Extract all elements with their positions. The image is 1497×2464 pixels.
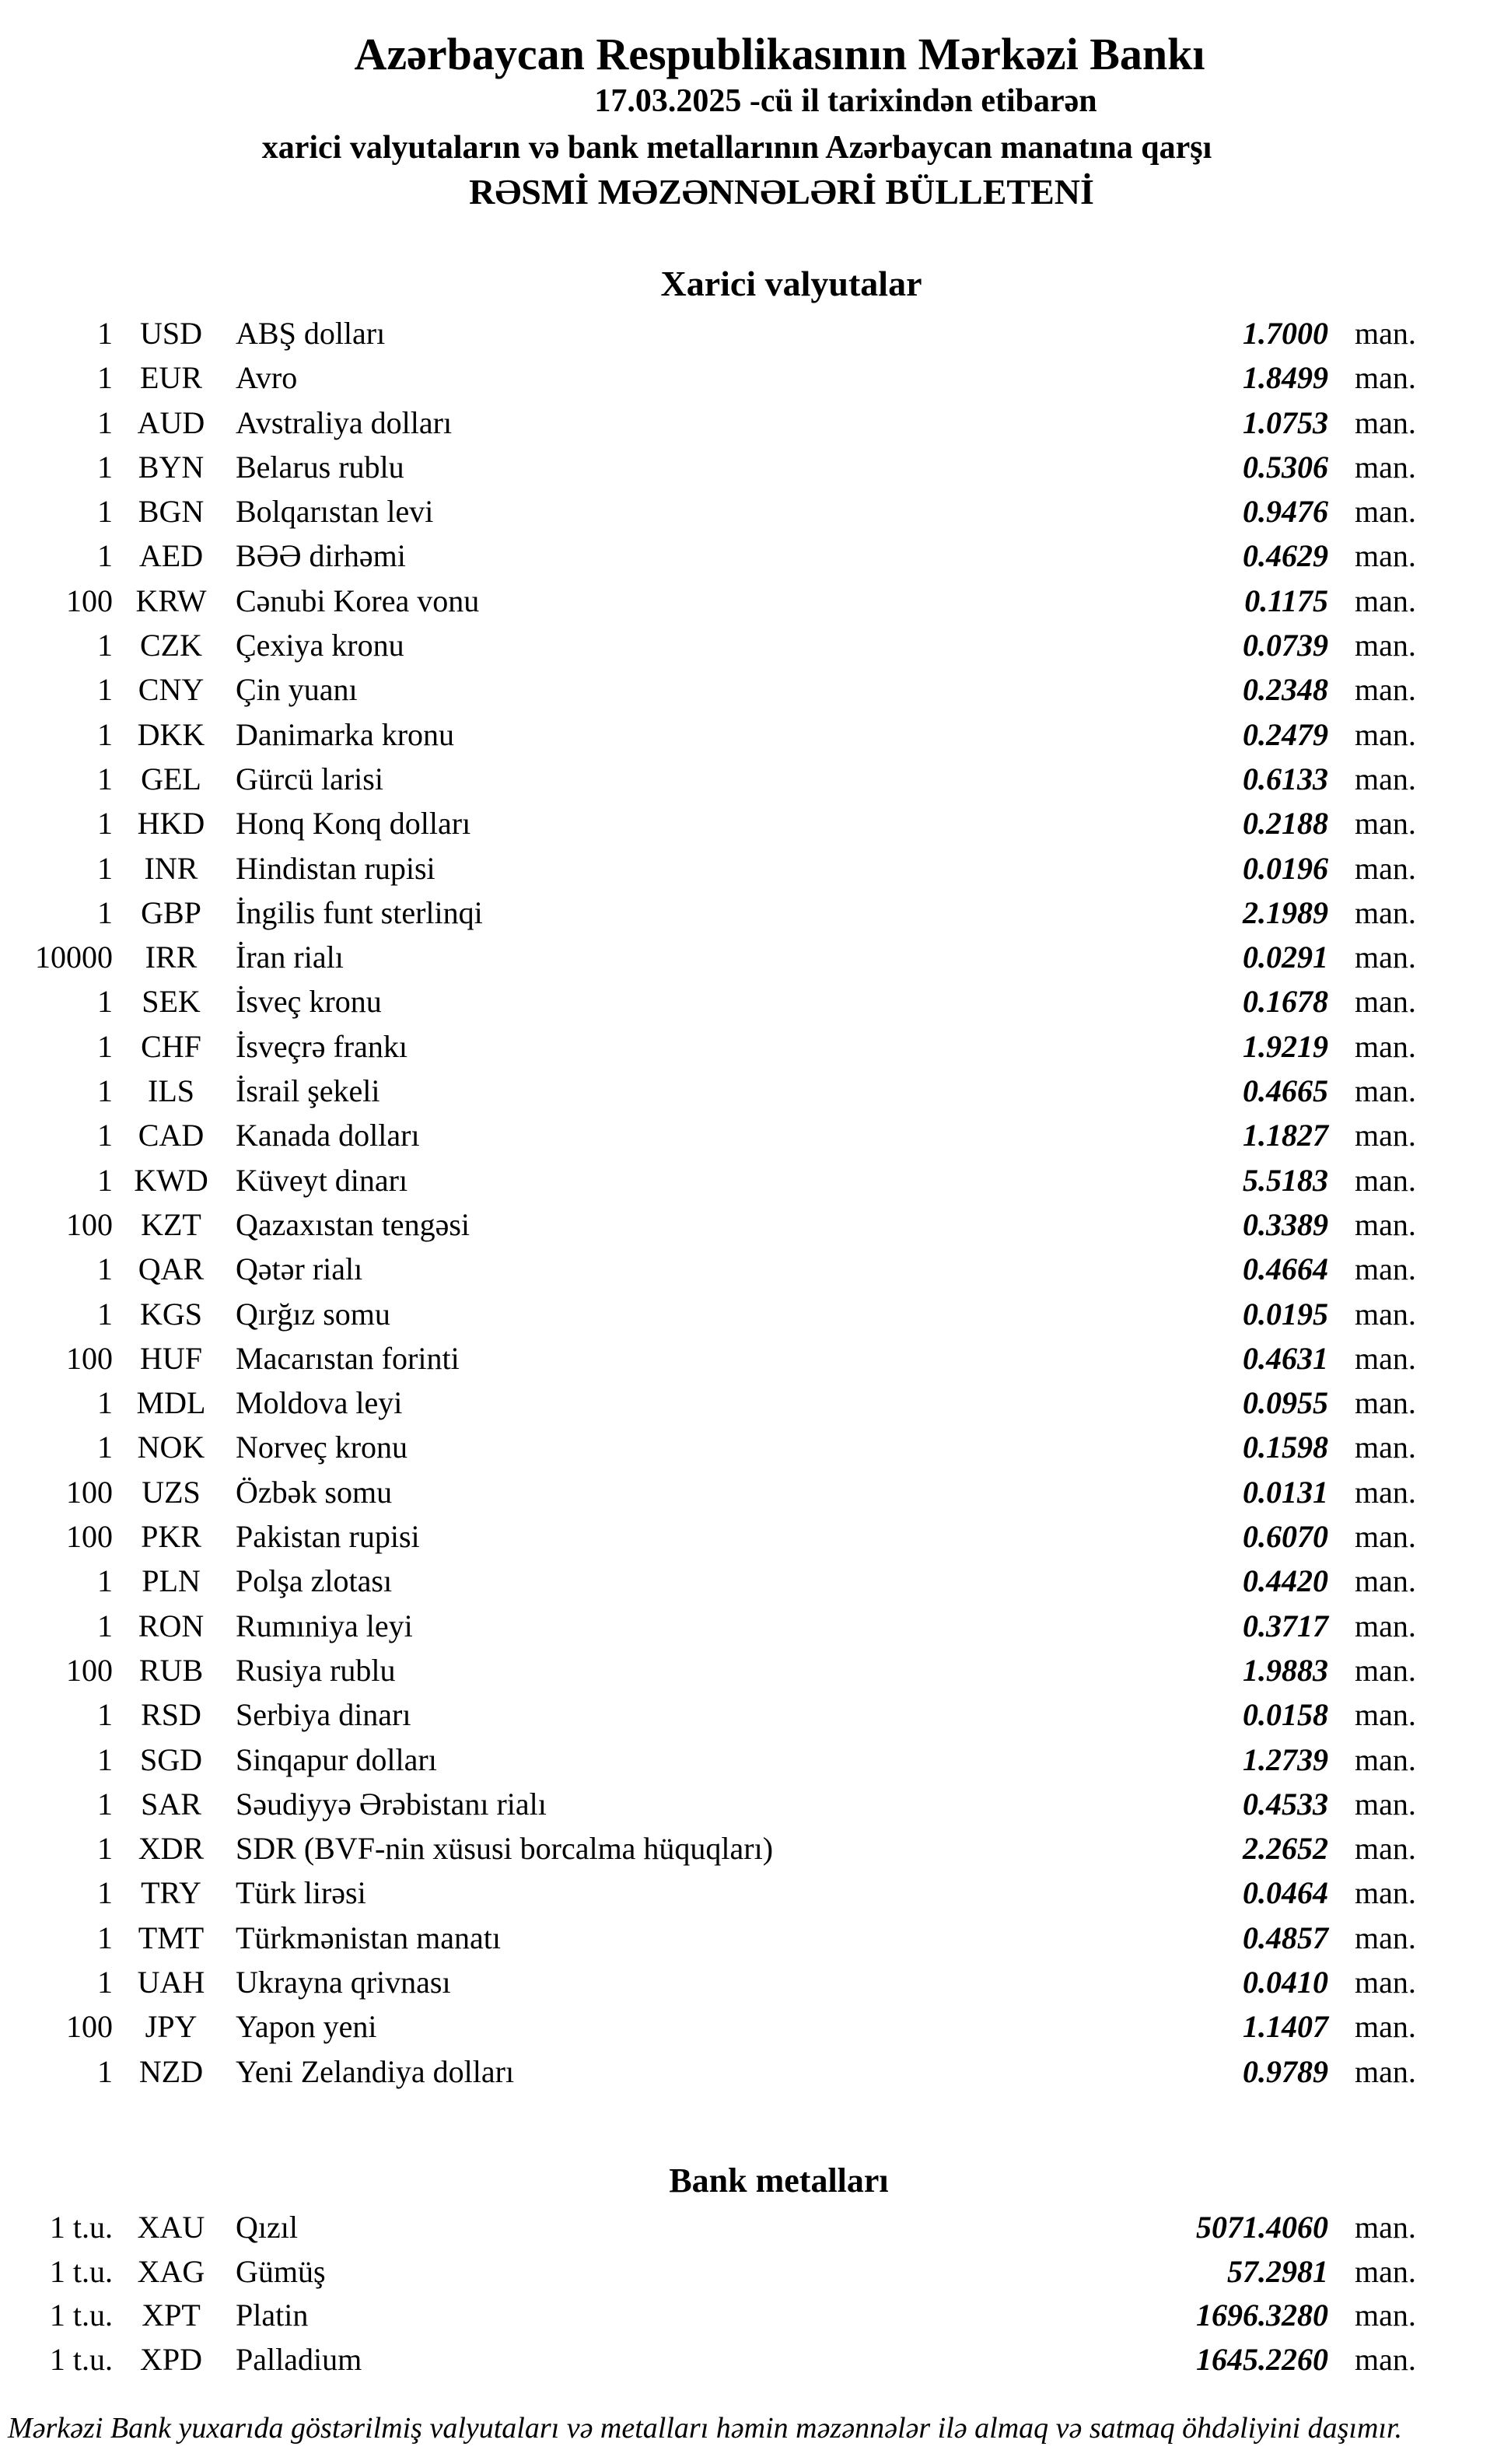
currency-code-cell: IRR <box>145 940 198 975</box>
unit-label-cell: man. <box>1355 2053 1416 2089</box>
quantity-cell: 1 <box>97 538 113 574</box>
currency-row <box>0 1559 1497 1603</box>
currency-code-cell: XDR <box>138 1831 205 1867</box>
quantity-cell: 1 <box>97 628 113 663</box>
unit-label-cell: man. <box>1355 2341 1416 2377</box>
currency-row <box>0 1960 1497 2004</box>
currency-name-cell: Rumıniya leyi <box>236 1608 413 1643</box>
currency-name-cell: Qırğız somu <box>236 1296 390 1332</box>
currency-name-cell: Yapon yeni <box>236 2009 377 2045</box>
rate-value-cell: 0.1678 <box>1243 984 1328 1020</box>
currency-code-cell: CZK <box>140 628 202 663</box>
unit-label-cell: man. <box>1355 1875 1416 1911</box>
quantity-cell: 100 <box>66 1519 113 1555</box>
currency-row <box>0 1158 1497 1202</box>
rate-value-cell: 0.0464 <box>1243 1875 1328 1911</box>
unit-label-cell: man. <box>1355 761 1416 796</box>
currency-code-cell: NZD <box>138 2053 204 2089</box>
metal-row <box>0 2206 1497 2250</box>
currency-code-cell: AED <box>138 538 204 574</box>
unit-label-cell: man. <box>1355 1741 1416 1777</box>
currency-code-cell: GEL <box>141 761 201 796</box>
page-title: Azərbaycan Respublikasının Mərkəzi Bankı <box>354 29 1205 79</box>
currency-name-cell: İsveç kronu <box>236 984 382 1020</box>
quantity-cell: 1 <box>97 1385 113 1421</box>
currency-name-cell: Serbiya dinarı <box>236 1697 411 1733</box>
currency-row <box>0 401 1497 445</box>
rate-value-cell: 0.4533 <box>1243 1786 1328 1822</box>
currency-name-cell: Gürcü larisi <box>236 761 383 796</box>
currency-name-cell: Platin <box>236 2298 309 2333</box>
rate-value-cell: 0.0739 <box>1243 628 1328 663</box>
unit-label-cell: man. <box>1355 1162 1416 1198</box>
unit-label-cell: man. <box>1355 2298 1416 2333</box>
currency-row <box>0 1826 1497 1871</box>
currency-row <box>0 445 1497 489</box>
quantity-cell: 1 <box>97 1162 113 1198</box>
unit-label-cell: man. <box>1355 449 1416 485</box>
currency-name-cell: Palladium <box>236 2341 362 2377</box>
currency-row <box>0 1202 1497 1247</box>
unit-label-cell: man. <box>1355 404 1416 440</box>
currency-row <box>0 534 1497 578</box>
currency-code-cell: DKK <box>137 716 205 752</box>
currency-code-cell: ILS <box>148 1073 194 1109</box>
quantity-cell: 1 <box>97 894 113 930</box>
quantity-cell: 100 <box>66 583 113 618</box>
rate-value-cell: 1.0753 <box>1243 404 1328 440</box>
rate-value-cell: 0.0410 <box>1243 1964 1328 2000</box>
unit-label-cell: man. <box>1355 1474 1416 1510</box>
unit-label-cell: man. <box>1355 583 1416 618</box>
currency-name-cell: Rusiya rublu <box>236 1652 396 1688</box>
currency-code-cell: HKD <box>137 806 205 842</box>
currency-name-cell: İsrail şekeli <box>236 1073 380 1109</box>
currency-name-cell: Türk lirəsi <box>236 1875 366 1911</box>
rate-value-cell: 1.1827 <box>1243 1118 1328 1153</box>
currency-code-cell: EUR <box>140 360 202 396</box>
currency-code-cell: XPT <box>142 2298 201 2333</box>
currency-code-cell: JPY <box>145 2009 198 2045</box>
currency-row <box>0 712 1497 757</box>
rate-value-cell: 0.4665 <box>1243 1073 1328 1109</box>
metal-row <box>0 2294 1497 2338</box>
currency-row <box>0 667 1497 712</box>
quantity-cell: 1 <box>97 761 113 796</box>
unit-label-cell: man. <box>1355 2253 1416 2289</box>
currency-code-cell: XAG <box>137 2253 205 2289</box>
currency-name-cell: Sinqapur dolları <box>236 1741 437 1777</box>
currency-row <box>0 623 1497 667</box>
currency-name-cell: Avro <box>236 360 298 396</box>
currency-name-cell: İran rialı <box>236 940 344 975</box>
quantity-cell: 1 t.u. <box>49 2298 113 2333</box>
quantity-cell: 1 <box>97 404 113 440</box>
currency-name-cell: Bolqarıstan levi <box>236 494 434 530</box>
currency-code-cell: CAD <box>138 1118 205 1153</box>
currency-name-cell: Çexiya kronu <box>236 628 404 663</box>
quantity-cell: 1 <box>97 449 113 485</box>
rate-value-cell: 0.3389 <box>1243 1206 1328 1242</box>
currency-row <box>0 1247 1497 1291</box>
rate-value-cell: 0.4664 <box>1243 1251 1328 1287</box>
rate-value-cell: 1.9883 <box>1243 1652 1328 1688</box>
subtitle-line: xarici valyutaların və bank metallarının Azərbaycan manatına qarşı <box>261 130 1212 166</box>
currency-name-cell: Özbək somu <box>236 1474 393 1510</box>
unit-label-cell: man. <box>1355 1652 1416 1688</box>
currency-row <box>0 355 1497 400</box>
currency-code-cell: CNY <box>138 672 205 708</box>
unit-label-cell: man. <box>1355 850 1416 886</box>
currency-code-cell: SEK <box>142 984 201 1020</box>
unit-label-cell: man. <box>1355 672 1416 708</box>
quantity-cell: 1 <box>97 316 113 351</box>
currency-code-cell: KZT <box>141 1206 201 1242</box>
rate-value-cell: 0.0195 <box>1243 1296 1328 1332</box>
currency-row <box>0 801 1497 845</box>
quantity-cell: 1 <box>97 2053 113 2089</box>
currency-name-cell: Norveç kronu <box>236 1430 408 1465</box>
currency-code-cell: UZS <box>142 1474 201 1510</box>
currency-code-cell: HUF <box>139 1340 203 1376</box>
unit-label-cell: man. <box>1355 1786 1416 1822</box>
rate-value-cell: 1.1407 <box>1243 2009 1328 2045</box>
currency-code-cell: NOK <box>137 1430 205 1465</box>
unit-label-cell: man. <box>1355 1296 1416 1332</box>
quantity-cell: 1 <box>97 360 113 396</box>
currency-code-cell: CHF <box>141 1028 201 1064</box>
currency-name-cell: Cənubi Korea vonu <box>236 583 480 618</box>
currency-code-cell: KRW <box>135 583 207 618</box>
quantity-cell: 1 <box>97 716 113 752</box>
quantity-cell: 1 <box>97 1831 113 1867</box>
currency-code-cell: XAU <box>137 2210 205 2245</box>
currency-row <box>0 935 1497 979</box>
quantity-cell: 1 t.u. <box>49 2341 113 2377</box>
quantity-cell: 1 <box>97 1697 113 1733</box>
unit-label-cell: man. <box>1355 1118 1416 1153</box>
currency-code-cell: GBP <box>141 894 201 930</box>
currency-code-cell: MDL <box>136 1385 206 1421</box>
rate-value-cell: 0.0158 <box>1243 1697 1328 1733</box>
currency-name-cell: Türkmənistan manatı <box>236 1920 502 1955</box>
currency-name-cell: SDR (BVF-nin xüsusi borcalma hüquqları) <box>236 1831 774 1867</box>
unit-label-cell: man. <box>1355 716 1416 752</box>
metal-row <box>0 2338 1497 2382</box>
quantity-cell: 1 <box>97 1118 113 1153</box>
effective-date-line: 17.03.2025 -cü il tarixindən etibarən <box>594 83 1097 119</box>
currency-code-cell: INR <box>144 850 198 886</box>
quantity-cell: 1 <box>97 1028 113 1064</box>
currency-row <box>0 489 1497 534</box>
rate-value-cell: 0.1598 <box>1243 1430 1328 1465</box>
currency-row <box>0 1336 1497 1381</box>
rate-value-cell: 0.0291 <box>1243 940 1328 975</box>
quantity-cell: 1 <box>97 984 113 1020</box>
quantity-cell: 1 <box>97 672 113 708</box>
currency-row <box>0 1425 1497 1469</box>
currency-code-cell: KGS <box>139 1296 203 1332</box>
rate-value-cell: 0.0955 <box>1243 1385 1328 1421</box>
unit-label-cell: man. <box>1355 1964 1416 2000</box>
rate-value-cell: 0.2348 <box>1243 672 1328 708</box>
currency-row <box>0 891 1497 935</box>
rate-value-cell: 5.5183 <box>1243 1162 1328 1198</box>
currency-name-cell: Macarıstan forinti <box>236 1340 460 1376</box>
currency-name-cell: İngilis funt sterlinqi <box>236 894 483 930</box>
currency-name-cell: Çin yuanı <box>236 672 358 708</box>
quantity-cell: 1 <box>97 1251 113 1287</box>
metal-row <box>0 2250 1497 2294</box>
currency-row <box>0 1292 1497 1336</box>
quantity-cell: 1 <box>97 1296 113 1332</box>
currency-code-cell: RUB <box>138 1652 204 1688</box>
currency-row <box>0 1871 1497 1915</box>
currency-row <box>0 2049 1497 2094</box>
rate-value-cell: 0.4631 <box>1243 1340 1328 1376</box>
rate-value-cell: 57.2981 <box>1227 2253 1328 2289</box>
rate-value-cell: 1.2739 <box>1243 1741 1328 1777</box>
quantity-cell: 100 <box>66 1340 113 1376</box>
rate-value-cell: 1.8499 <box>1243 360 1328 396</box>
currency-code-cell: BYN <box>138 449 205 485</box>
rate-value-cell: 0.4857 <box>1243 1920 1328 1955</box>
rate-value-cell: 0.2188 <box>1243 806 1328 842</box>
currency-name-cell: Qızıl <box>236 2210 298 2245</box>
rate-value-cell: 0.6133 <box>1243 761 1328 796</box>
currency-name-cell: Honq Konq dolları <box>236 806 471 842</box>
quantity-cell: 100 <box>66 2009 113 2045</box>
currency-code-cell: RON <box>138 1608 205 1643</box>
currency-code-cell: TRY <box>141 1875 201 1911</box>
unit-label-cell: man. <box>1355 2210 1416 2245</box>
rate-value-cell: 0.3717 <box>1243 1608 1328 1643</box>
unit-label-cell: man. <box>1355 1430 1416 1465</box>
currency-name-cell: Moldova leyi <box>236 1385 403 1421</box>
currency-name-cell: Qazaxıstan tengəsi <box>236 1206 470 1242</box>
currency-code-cell: AUD <box>137 404 205 440</box>
rate-value-cell: 0.1175 <box>1244 583 1328 618</box>
currency-code-cell: KWD <box>134 1162 208 1198</box>
unit-label-cell: man. <box>1355 538 1416 574</box>
unit-label-cell: man. <box>1355 940 1416 975</box>
currency-name-cell: İsveçrə frankı <box>236 1028 407 1064</box>
currency-row <box>0 1782 1497 1826</box>
currency-name-cell: Pakistan rupisi <box>236 1519 420 1555</box>
currency-name-cell: Ukrayna qrivnası <box>236 1964 451 2000</box>
currency-row <box>0 1514 1497 1559</box>
quantity-cell: 1 <box>97 1786 113 1822</box>
rate-value-cell: 1.7000 <box>1243 316 1328 351</box>
currency-row <box>0 757 1497 801</box>
currency-row <box>0 311 1497 355</box>
unit-label-cell: man. <box>1355 1519 1416 1555</box>
currency-name-cell: Qətər rialı <box>236 1251 363 1287</box>
currency-row <box>0 1738 1497 1782</box>
currency-row <box>0 1113 1497 1157</box>
currency-row <box>0 1648 1497 1692</box>
unit-label-cell: man. <box>1355 1340 1416 1376</box>
rate-value-cell: 1.9219 <box>1243 1028 1328 1064</box>
currency-row <box>0 979 1497 1024</box>
unit-label-cell: man. <box>1355 1563 1416 1599</box>
currency-code-cell: PLN <box>142 1563 201 1599</box>
quantity-cell: 1 <box>97 1073 113 1109</box>
currency-name-cell: Gümüş <box>236 2253 326 2289</box>
unit-label-cell: man. <box>1355 360 1416 396</box>
currency-code-cell: TMT <box>138 1920 205 1955</box>
unit-label-cell: man. <box>1355 984 1416 1020</box>
unit-label-cell: man. <box>1355 316 1416 351</box>
quantity-cell: 1 t.u. <box>49 2253 113 2289</box>
currency-name-cell: Danimarka kronu <box>236 716 455 752</box>
currency-name-cell: Kanada dolları <box>236 1118 420 1153</box>
rate-value-cell: 2.2652 <box>1243 1831 1328 1867</box>
rate-value-cell: 0.2479 <box>1243 716 1328 752</box>
currency-row <box>0 846 1497 891</box>
unit-label-cell: man. <box>1355 806 1416 842</box>
rate-value-cell: 0.0196 <box>1243 850 1328 886</box>
metals-section-title: Bank metalları <box>669 2161 889 2200</box>
unit-label-cell: man. <box>1355 1831 1416 1867</box>
currency-code-cell: XPD <box>139 2341 203 2377</box>
rate-value-cell: 0.0131 <box>1243 1474 1328 1510</box>
currency-code-cell: SGD <box>139 1741 203 1777</box>
unit-label-cell: man. <box>1355 1073 1416 1109</box>
footer-note: Mərkəzi Bank yuxarıda göstərilmiş valyutaları və metalları həmin məzənnələr ilə almaq və satmaq öhdəliyini daşımır. <box>8 2412 1403 2445</box>
currencies-table <box>0 311 1497 2094</box>
quantity-cell: 10000 <box>35 940 113 975</box>
currency-code-cell: RSD <box>141 1697 201 1733</box>
currency-name-cell: ABŞ dolları <box>236 316 386 351</box>
currency-name-cell: Polşa zlotası <box>236 1563 393 1599</box>
currency-row <box>0 1024 1497 1069</box>
quantity-cell: 100 <box>66 1652 113 1688</box>
currency-row <box>0 1604 1497 1648</box>
currency-row <box>0 1470 1497 1514</box>
unit-label-cell: man. <box>1355 628 1416 663</box>
quantity-cell: 1 <box>97 494 113 530</box>
currency-row <box>0 1916 1497 1960</box>
quantity-cell: 1 <box>97 1430 113 1465</box>
unit-label-cell: man. <box>1355 894 1416 930</box>
unit-label-cell: man. <box>1355 1385 1416 1421</box>
currency-name-cell: Səudiyyə Ərəbistanı rialı <box>236 1786 547 1822</box>
currency-row <box>0 1381 1497 1425</box>
unit-label-cell: man. <box>1355 1608 1416 1643</box>
quantity-cell: 100 <box>66 1206 113 1242</box>
rate-value-cell: 5071.4060 <box>1196 2210 1328 2245</box>
rate-value-cell: 0.9476 <box>1243 494 1328 530</box>
currency-name-cell: BƏƏ dirhəmi <box>236 538 406 574</box>
rate-value-cell: 1696.3280 <box>1196 2298 1328 2333</box>
unit-label-cell: man. <box>1355 1028 1416 1064</box>
currency-code-cell: QAR <box>138 1251 205 1287</box>
rate-value-cell: 0.4420 <box>1243 1563 1328 1599</box>
quantity-cell: 1 <box>97 1920 113 1955</box>
quantity-cell: 1 <box>97 1964 113 2000</box>
currency-name-cell: Avstraliya dolları <box>236 404 453 440</box>
quantity-cell: 1 <box>97 1563 113 1599</box>
currency-code-cell: USD <box>139 316 203 351</box>
rate-value-cell: 0.6070 <box>1243 1519 1328 1555</box>
rate-value-cell: 2.1989 <box>1243 894 1328 930</box>
quantity-cell: 1 <box>97 1741 113 1777</box>
currency-row <box>0 1069 1497 1113</box>
quantity-cell: 1 t.u. <box>49 2210 113 2245</box>
currency-row <box>0 1692 1497 1737</box>
currencies-section-title: Xarici valyutalar <box>660 264 922 303</box>
currency-name-cell: Yeni Zelandiya dolları <box>236 2053 515 2089</box>
currency-name-cell: Hindistan rupisi <box>236 850 435 886</box>
unit-label-cell: man. <box>1355 1206 1416 1242</box>
currency-code-cell: BGN <box>138 494 205 530</box>
currency-code-cell: UAH <box>137 1964 205 2000</box>
quantity-cell: 1 <box>97 1875 113 1911</box>
quantity-cell: 1 <box>97 806 113 842</box>
unit-label-cell: man. <box>1355 1920 1416 1955</box>
unit-label-cell: man. <box>1355 1697 1416 1733</box>
bulletin-title: RƏSMİ MƏZƏNNƏLƏRİ BÜLLETENİ <box>469 172 1094 212</box>
currency-code-cell: SAR <box>141 1786 201 1822</box>
rate-value-cell: 1645.2260 <box>1196 2341 1328 2377</box>
currency-row <box>0 579 1497 623</box>
quantity-cell: 1 <box>97 1608 113 1643</box>
unit-label-cell: man. <box>1355 494 1416 530</box>
quantity-cell: 100 <box>66 1474 113 1510</box>
rate-value-cell: 0.9789 <box>1243 2053 1328 2089</box>
unit-label-cell: man. <box>1355 1251 1416 1287</box>
currency-row <box>0 2004 1497 2049</box>
unit-label-cell: man. <box>1355 2009 1416 2045</box>
currency-name-cell: Küveyt dinarı <box>236 1162 408 1198</box>
rate-value-cell: 0.4629 <box>1243 538 1328 574</box>
rate-value-cell: 0.5306 <box>1243 449 1328 485</box>
currency-name-cell: Belarus rublu <box>236 449 404 485</box>
quantity-cell: 1 <box>97 850 113 886</box>
currency-code-cell: PKR <box>141 1519 201 1555</box>
metals-table <box>0 2206 1497 2382</box>
